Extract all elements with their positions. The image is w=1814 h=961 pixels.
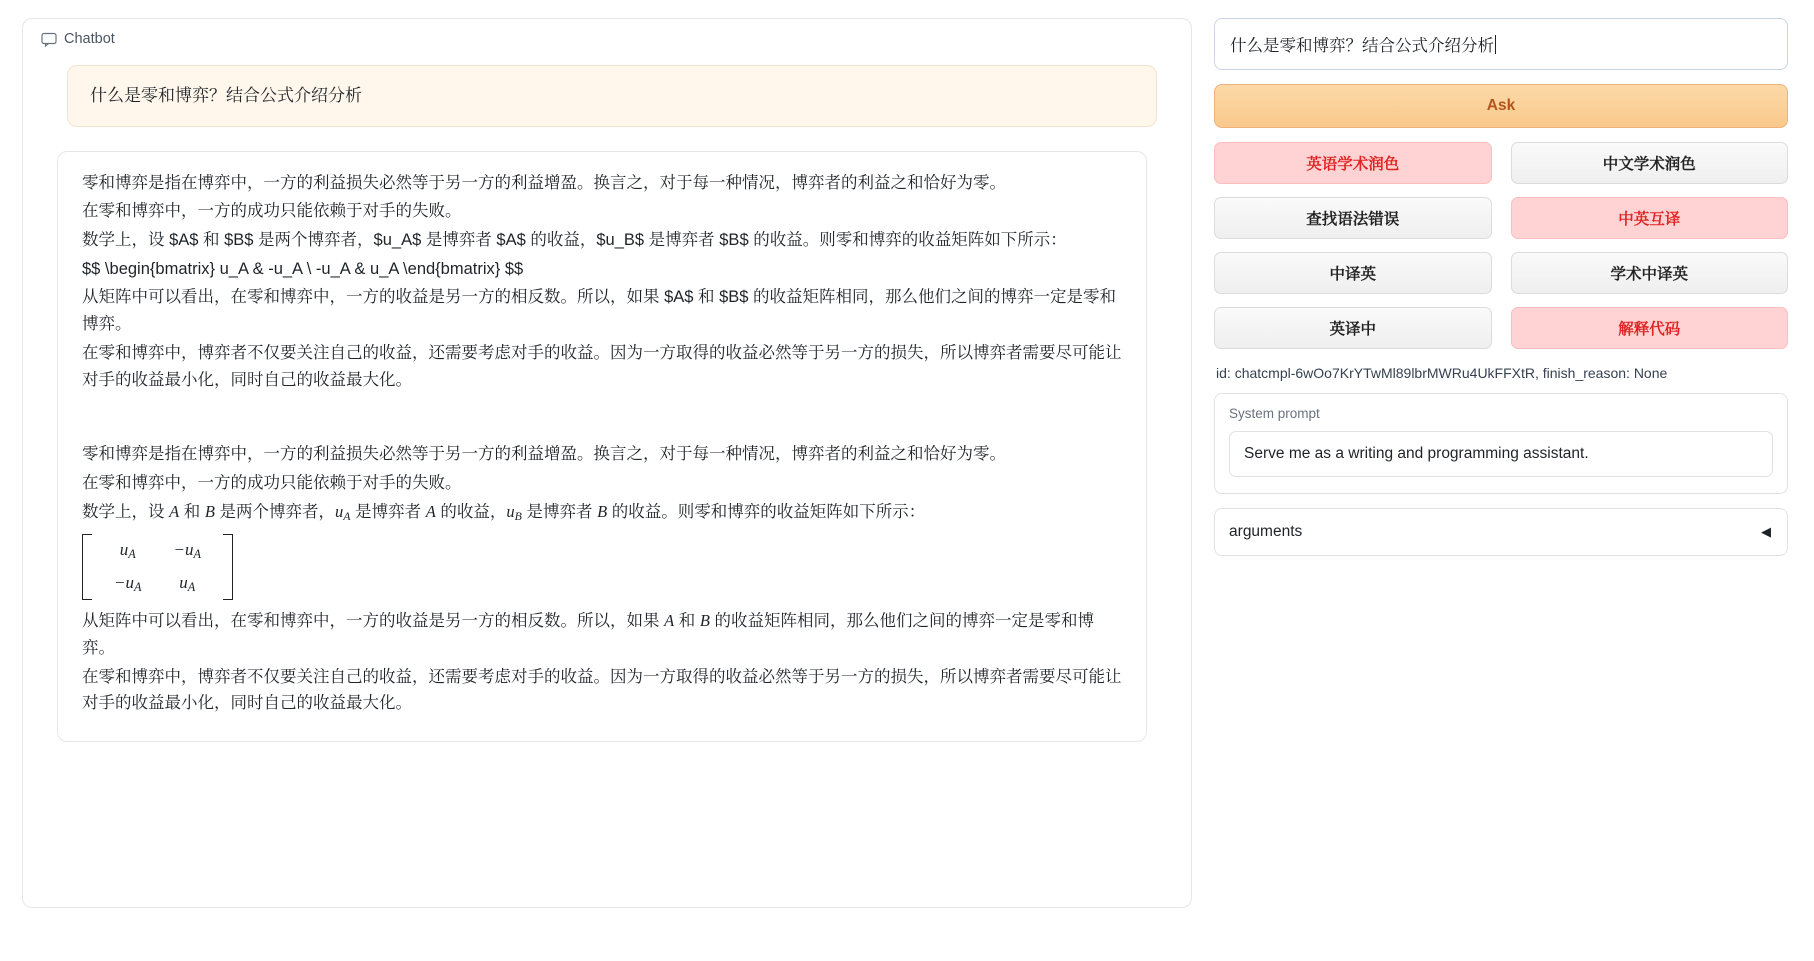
prompt-button-explain-code[interactable] xyxy=(1511,307,1788,349)
text-frag: 的收益矩阵相同，那么他们之间的博弈一定是零和博弈。 xyxy=(82,612,1095,658)
text-caret xyxy=(1495,35,1496,54)
text-frag: 的收益， xyxy=(435,502,507,521)
payoff-matrix xyxy=(82,534,233,600)
rendered-line-2: 在零和博弈中，一方的成功只能依赖于对手的失败。 xyxy=(82,473,462,492)
prompt-button-find-grammar-errors[interactable] xyxy=(1214,197,1491,239)
raw-latex-matrix: $$ \begin{bmatrix} u_A & -u_A \ -u_A & u_A \end{bmatrix} $$ xyxy=(82,259,524,278)
rendered-line-1: 零和博弈是指在博弈中，一方的利益损失必然等于另一方的利益增盈。换言之，对于每一种情况，博弈者的利益之和恰好为零。 xyxy=(82,445,1006,464)
text-frag: 的收益。则零和博弈的收益矩阵如下所示： xyxy=(607,502,926,521)
matrix-cell xyxy=(157,567,216,600)
prompt-button-english-polish[interactable] xyxy=(1214,142,1491,184)
bot-message-bubble xyxy=(57,151,1147,743)
math-var-b2: B xyxy=(597,501,608,521)
raw-line-6: 在零和博弈中，博弈者不仅要关注自己的收益，还需要考虑对手的收益。因为一方取得的收益必然等于另一方的损失，所以博弈者需要尽可能让对手的收益最小化，同时自己的收益最大化。 xyxy=(82,343,1122,389)
prompt-button-label: 中英互译 xyxy=(1618,211,1681,228)
chat-bubble-icon xyxy=(41,31,57,47)
matrix-cell-text: −u xyxy=(173,539,194,559)
system-prompt-label: System prompt xyxy=(1229,406,1320,421)
text-frag: 和 xyxy=(674,612,700,631)
prompt-button-zh-to-en[interactable] xyxy=(1214,252,1491,294)
chatbot-panel xyxy=(22,18,1192,908)
raw-line-3: 数学上，设 $A$ 和 $B$ 是两个博弈者，$u_A$ 是博弈者 $A$ 的收益，$u_B$ 是博弈者 $B$ 的收益。则零和博弈的收益矩阵如下所示： xyxy=(82,230,1067,249)
raw-line-5: 从矩阵中可以看出，在零和博弈中，一方的收益是另一方的相反数。所以，如果 $A$ 和 $B$ 的收益矩阵相同，那么他们之间的博弈一定是零和博弈。 xyxy=(82,288,1117,334)
matrix-cell-sub: A xyxy=(193,546,201,561)
matrix-table xyxy=(98,534,217,600)
user-message-bubble xyxy=(67,65,1157,127)
prompt-button-label: 中译英 xyxy=(1329,266,1377,283)
matrix-row xyxy=(98,567,217,600)
prompt-button-label: 中文学术润色 xyxy=(1602,156,1696,173)
system-prompt-input[interactable] xyxy=(1229,431,1773,477)
math-u-b: u xyxy=(506,501,515,521)
text-frag: 从矩阵中可以看出，在零和博弈中，一方的收益是另一方的相反数。所以，如果 xyxy=(82,612,665,631)
raw-line-2: 在零和博弈中，一方的成功只能依赖于对手的失败。 xyxy=(82,202,462,221)
math-var-a2: A xyxy=(425,501,436,521)
math-u-a: u xyxy=(335,501,344,521)
matrix-cell-text: u xyxy=(119,539,129,559)
prompt-button-label: 英语学术润色 xyxy=(1306,156,1400,173)
system-prompt-group xyxy=(1214,393,1788,494)
query-input[interactable] xyxy=(1214,18,1788,70)
matrix-cell xyxy=(157,534,216,567)
prompt-button-grid xyxy=(1214,142,1788,349)
matrix-cell-text: u xyxy=(179,572,188,592)
system-prompt-value: Serve me as a writing and programming assistant. xyxy=(1244,445,1589,462)
ask-button-label: Ask xyxy=(1486,97,1516,114)
chevron-left-icon: ◀ xyxy=(1761,524,1771,539)
prompt-button-academic-zh-to-en[interactable] xyxy=(1511,252,1788,294)
text-frag: 是两个博弈者， xyxy=(214,502,336,521)
text-frag: 是博弈者 xyxy=(521,502,598,521)
query-input-text: 什么是零和博弈？结合公式介绍分析 xyxy=(1230,37,1495,55)
rendered-line-5 xyxy=(82,608,1122,661)
text-frag: 数学上，设 xyxy=(82,502,170,521)
arguments-accordion-label: arguments xyxy=(1229,523,1303,540)
chatbot-panel-label xyxy=(37,29,119,55)
text-frag: 是博弈者 xyxy=(350,502,426,521)
prompt-button-label: 学术中译英 xyxy=(1610,266,1689,283)
prompt-button-zh-en-mutual[interactable] xyxy=(1511,197,1788,239)
math-u-b-sub: B xyxy=(514,508,522,523)
matrix-cell xyxy=(98,567,157,600)
chatbot-label-text: Chatbot xyxy=(64,31,115,47)
matrix-bracket-left xyxy=(82,534,92,600)
matrix-cell xyxy=(98,534,157,567)
math-var-b3: B xyxy=(699,611,710,631)
prompt-button-label: 查找语法错误 xyxy=(1306,211,1400,228)
rendered-line-6: 在零和博弈中，博弈者不仅要关注自己的收益，还需要考虑对手的收益。因为一方取得的收益必然等于另一方的损失，所以博弈者需要尽可能让对手的收益最小化，同时自己的收益最大化。 xyxy=(82,667,1122,713)
math-u-a-sub: A xyxy=(343,508,351,523)
math-var-b: B xyxy=(204,501,215,521)
prompt-button-en-to-zh[interactable] xyxy=(1214,307,1491,349)
user-message-text: 什么是零和博弈？结合公式介绍分析 xyxy=(90,86,362,105)
control-sidebar xyxy=(1214,18,1788,961)
matrix-cell-sub: A xyxy=(128,546,136,561)
text-frag: 和 xyxy=(179,502,205,521)
math-var-a3: A xyxy=(664,611,675,631)
block-spacer xyxy=(82,395,1122,441)
matrix-cell-sub: A xyxy=(187,579,196,594)
matrix-row xyxy=(98,534,217,567)
matrix-bracket-right xyxy=(223,534,233,600)
status-line: id: chatcmpl-6wOo7KrYTwMl89lbrMWRu4UkFFXtR, finish_reason: None xyxy=(1216,365,1668,381)
ask-button[interactable] xyxy=(1214,84,1788,128)
prompt-button-label: 英译中 xyxy=(1329,321,1377,338)
matrix-cell-text: −u xyxy=(114,572,134,592)
math-var-a: A xyxy=(169,501,180,521)
chat-message-list[interactable] xyxy=(37,55,1177,893)
rendered-line-3 xyxy=(82,499,1122,526)
bot-rendered-block xyxy=(82,441,1122,717)
matrix-cell-sub: A xyxy=(133,579,142,594)
prompt-button-label: 解释代码 xyxy=(1618,321,1681,338)
prompt-button-chinese-polish[interactable] xyxy=(1511,142,1788,184)
arguments-accordion[interactable] xyxy=(1214,508,1788,556)
raw-line-1: 零和博弈是指在博弈中，一方的利益损失必然等于另一方的利益增盈。换言之，对于每一种情况，博弈者的利益之和恰好为零。 xyxy=(82,173,1006,192)
bot-raw-block xyxy=(82,170,1122,394)
